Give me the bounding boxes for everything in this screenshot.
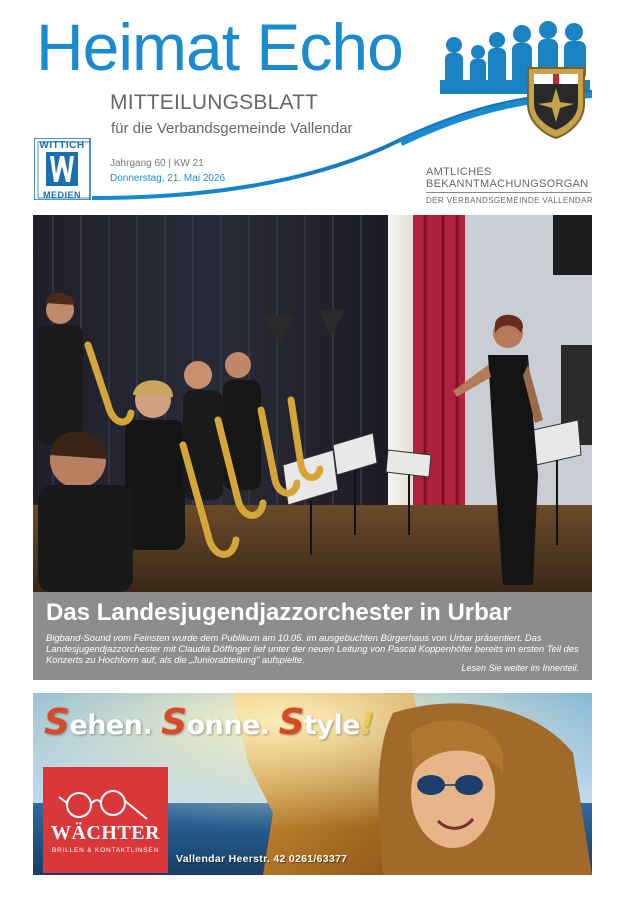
cover-photo: [33, 215, 592, 592]
read-more-link[interactable]: Lesen Sie weiter im Innenteil.: [461, 663, 579, 673]
optician-brand-subtitle: BRILLEN & KONTAKTLINSEN: [51, 847, 160, 854]
publisher-logo: [34, 138, 92, 200]
ad-slogan-word-1: ehen.: [69, 710, 153, 741]
ad-slogan-word-2: onne.: [186, 710, 270, 741]
ad-slogan-initial-1: S: [44, 702, 70, 743]
ad-slogan-exclamation: !: [360, 707, 374, 742]
ad-slogan-initial-3: S: [278, 702, 305, 743]
masthead-subtitle-2: für die Verbandsgemeinde Vallendar: [111, 120, 353, 137]
ad-slogan: [44, 702, 373, 743]
official-organ-line-1: AMTLICHES: [426, 166, 492, 178]
official-organ-line-3: DER VERBANDSGEMEINDE VALLENDAR: [426, 196, 593, 205]
issue-date: Donnerstag, 21. Mai 2026: [110, 173, 226, 184]
publisher-name-bottom: MEDIEN: [42, 190, 81, 200]
publisher-name-top: WITTICH: [39, 140, 85, 151]
ad-slogan-initial-2: S: [161, 702, 187, 743]
issue-number: Jahrgang 60 | KW 21: [110, 158, 204, 169]
cover-teaser: Bigband-Sound vom Feinsten wurde dem Publikum am 10.05. im ausgebuchten Bürgerhaus von Urbar präsentiert. Das Landesjugendjazzorchester mit Claudia Döffinger lief unter der neuen Leitung von Pascal Koppenhöfer bereits im ersten Teil des Konzerts zu Hochform auf, als die „Juniorabteilung" aufspielte.: [46, 632, 579, 665]
official-organ-line-2: BEKANNTMACHUNGSORGAN: [426, 178, 589, 190]
optician-brand-name: WÄCHTER: [50, 822, 161, 844]
masthead-subtitle: MITTEILUNGSBLATT: [110, 91, 319, 114]
optician-logo[interactable]: [43, 767, 168, 873]
ad-contact: Vallendar Heerstr. 42 0261/63377: [176, 853, 348, 865]
cover-headline[interactable]: Das Landesjugendjazzorchester in Urbar: [46, 599, 512, 626]
masthead-title: Heimat Echo: [36, 10, 403, 84]
official-organ-divider: [426, 192, 591, 193]
ad-slogan-word-3: tyle: [304, 710, 361, 741]
